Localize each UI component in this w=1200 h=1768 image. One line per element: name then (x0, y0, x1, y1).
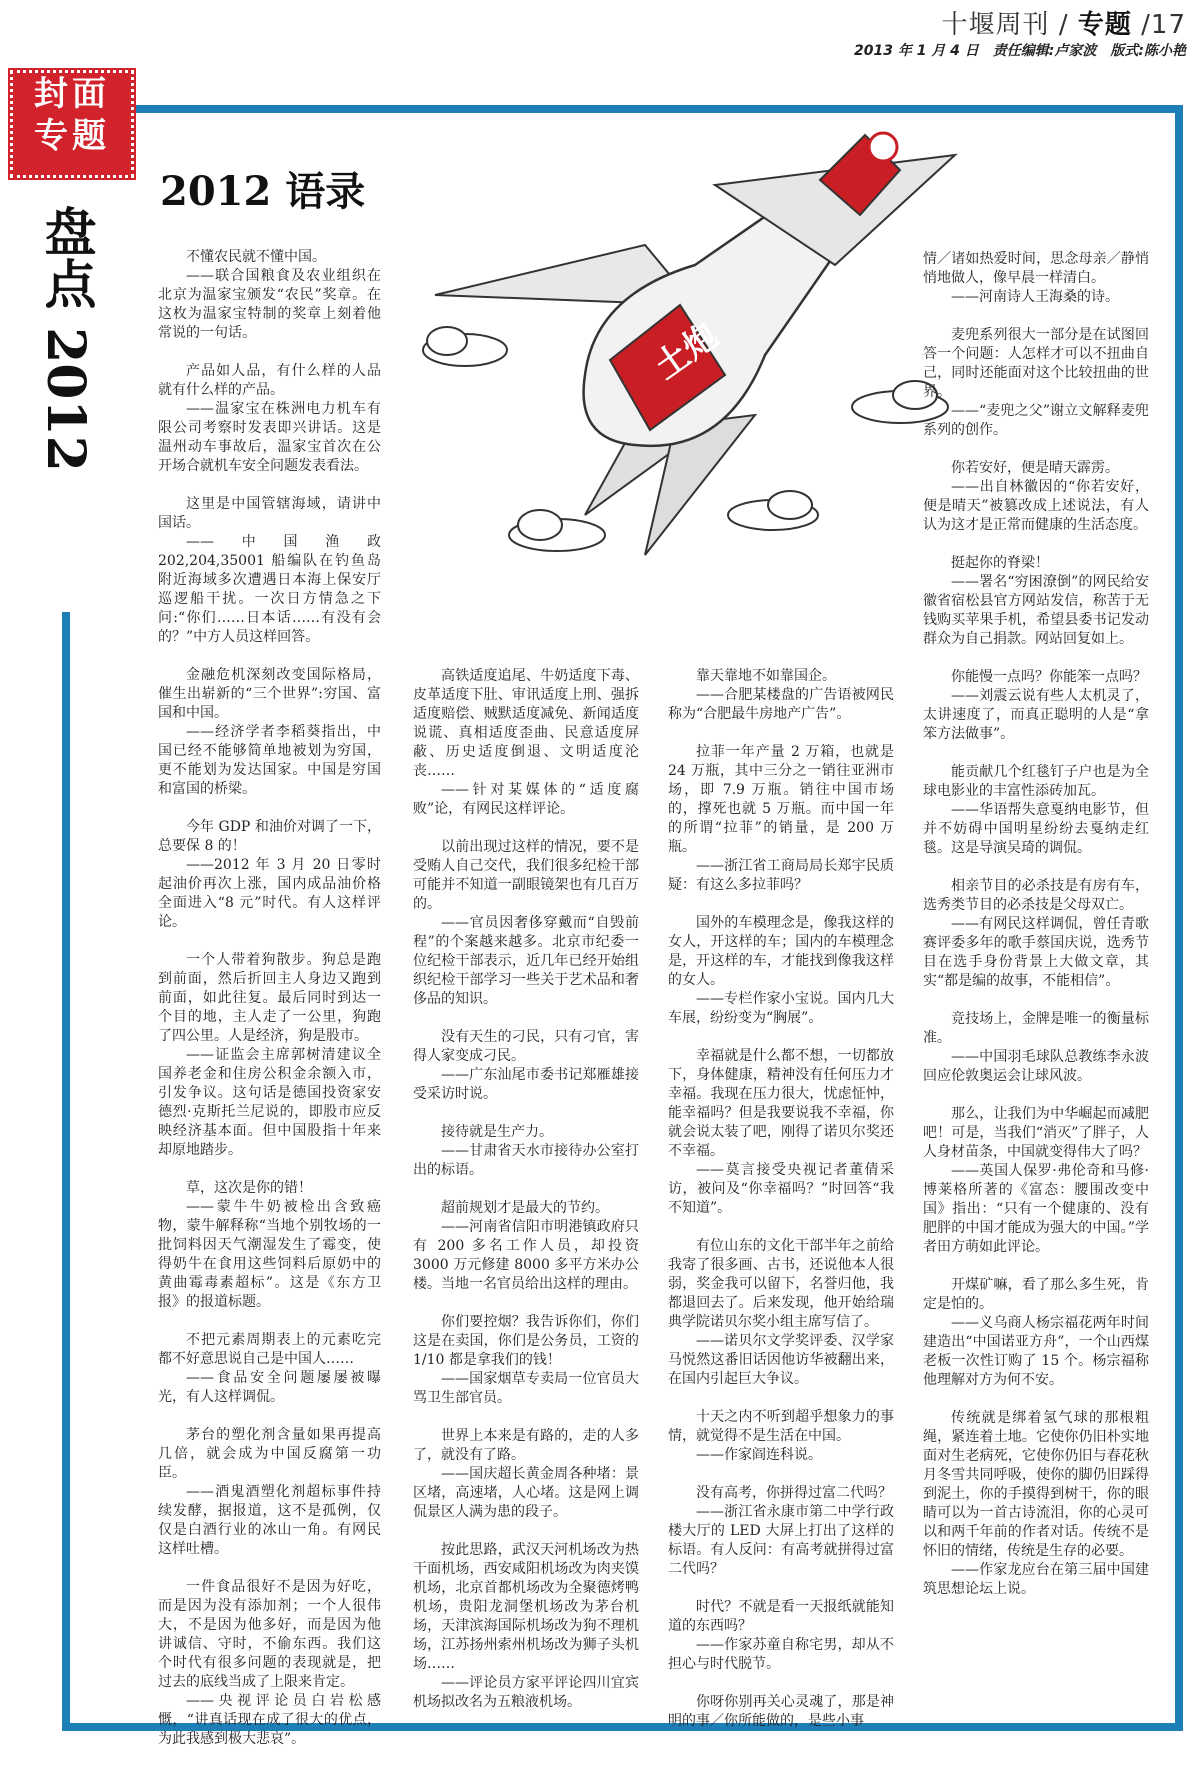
quote-block (158, 1426, 381, 1559)
quote-block (413, 667, 639, 819)
quote-text: 幸福就是什么都不想，一切都放下，身体健康，精神没有任何压力才幸福。我现在压力很大，忧虑怔忡，能幸福吗？但是我要说我不幸福，你就会说太装了吧，刚得了诺贝尔奖还不幸福。 (668, 1048, 894, 1159)
quote-text: 相亲节目的必杀技是有房有车，选秀类节目的必杀技是父母双亡。 (923, 878, 1149, 913)
quote-source: ——2012 年 3 月 20 日零时起油价再次上涨，国内成品油价格全面进入“8 元”时代。有人这样评论。 (158, 857, 381, 930)
quote-text: 一个人带着狗散步。狗总是跑到前面，然后折回主人身边又跑到前面，如此往复。最后同时到达一个目的地，主人走了一公里，狗跑了四公里。人是经济，狗是股市。 (158, 952, 381, 1044)
quote-source: ——温家宝在株洲电力机车有限公司考察时发表即兴讲话。这是温州动车事故后，温家宝首次在公开场合就机车安全问题发表看法。 (158, 401, 381, 474)
text-column-1 (158, 248, 381, 1768)
quote-source: ——经济学者李稻葵指出，中国已经不能够简单地被划为穷国，更不能划为发达国家。中国是穷国和富国的桥梁。 (158, 724, 381, 797)
quote-text: 没有天生的刁民，只有刁官，害得人家变成刁民。 (413, 1029, 639, 1064)
quote-source: ——针对某媒体的“适度腐败”论，有网民这样评论。 (413, 782, 639, 817)
quote-source: ——署名“穷困潦倒”的网民给安徽省宿松县官方网站发信，称苦于无钱购买苹果手机，希望县委书记发动群众为自己捐款。网站回复如上。 (923, 574, 1149, 647)
quote-source: ——中国羽毛球队总教练李永波回应伦敦奥运会让球风波。 (923, 1049, 1149, 1084)
quote-source: ——评论员方家平评论四川宜宾机场拟改名为五粮液机场。 (413, 1675, 639, 1710)
quote-block (668, 1047, 894, 1218)
quote-text: 传统就是绑着氢气球的那根粗绳，紧连着土地。它使你仍旧朴实地面对生老病死，它使你仍旧与春花秋月冬雪共同呼吸，使你的脚仍旧踩得到泥土，你的手摸得到树干，你的眼睛可以为一首古诗流泪，你的心灵可以和两千年前的作者对话。传统不是怀旧的情绪，传统是生存的必要。 (923, 1410, 1149, 1559)
quote-text: 靠天靠地不如靠国企。 (696, 668, 836, 684)
quote-source: ——莫言接受央视记者董倩采访，被问及“你幸福吗？”时回答“我不知道”。 (668, 1162, 894, 1216)
quote-source: ——出自林徽因的“你若安好，便是晴天”被篡改成上述说法，有人认为这才是正常而健康的生活态度。 (923, 479, 1149, 533)
quote-source: ——国家烟草专卖局一位官员大骂卫生部官员。 (413, 1371, 639, 1406)
quote-source: ——合肥某楼盘的广告语被网民称为“合肥最牛房地产广告”。 (668, 687, 894, 722)
quote-block (413, 1541, 639, 1712)
quote-text: 高铁适度追尾、牛奶适度下毒、皮革适度下肚、审讯适度上刑、强拆适度赔偿、贼默适度减免、新闻适度说谎、真相适度歪曲、民意适度屏蔽、历史适度倒退、文明适度沦丧…… (413, 668, 639, 779)
quote-source: ——英国人保罗·弗伦奇和马修·博莱格所著的《富态：腰围改变中国》指出：“只有一个健康的、没有肥胖的中国才能成为强大的中国。”学者田方萌如此评论。 (923, 1163, 1149, 1255)
quote-text: 今年 GDP 和油价对调了一下，总要保 8 的！ (158, 819, 381, 854)
quote-block (923, 668, 1149, 744)
quote-block (668, 1693, 894, 1731)
quote-source: ——“麦兜之父”谢立文解释麦兜系列的创作。 (923, 403, 1149, 438)
article-title: 2012 语录 (160, 168, 366, 215)
quote-block (923, 459, 1149, 535)
quote-text: 不把元素周期表上的元素吃完都不好意思说自己是中国人…… (158, 1332, 381, 1367)
quote-text: 你能慢一点吗？你能笨一点吗？ (951, 669, 1147, 685)
quote-text: 开煤矿嘛，看了那么多生死，肯定是怕的。 (923, 1277, 1149, 1312)
quote-block (158, 362, 381, 476)
quote-block (158, 1179, 381, 1312)
quote-block (668, 1484, 894, 1579)
quote-text: 情／诸如热爱时间，思念母亲／静悄悄地做人，像早晨一样清白。 (923, 251, 1149, 286)
quote-block (158, 818, 381, 932)
quote-source: ——作家阎连科说。 (696, 1447, 822, 1463)
section-badge (10, 70, 134, 178)
quote-source: ——华语帮失意戛纳电影节，但并不妨碍中国明星纷纷去戛纳走红毯。这是导演吴琦的调侃。 (923, 802, 1149, 856)
quote-text: 超前规划才是最大的节约。 (441, 1200, 609, 1216)
text-column-2 (413, 667, 639, 1731)
quote-source: ——刘震云说有些人太机灵了，太讲速度了，而真正聪明的人是“拿笨方法做事”。 (923, 688, 1149, 742)
quote-text: 金融危机深刻改变国际格局，催生出崭新的“三个世界”:穷国、富国和中国。 (158, 667, 381, 721)
cloud-icon (423, 327, 507, 366)
badge-line: 专题 (34, 116, 110, 156)
quote-text: 接待就是生产力。 (441, 1124, 553, 1140)
quote-source: ——浙江省永康市第二中学行政楼大厅的 LED 大屏上打出了这样的标语。有人反问：有高考就拼得过富二代吗？ (668, 1504, 894, 1577)
quote-block (668, 1598, 894, 1674)
quote-source: ——浙江省工商局局长郑宇民质疑：有这么多拉菲吗？ (668, 858, 894, 893)
masthead-section: 专题 (1077, 10, 1132, 40)
quote-block (923, 326, 1149, 440)
quote-source: ——河南省信阳市明港镇政府只有 200 多名工作人员，却投资 3000 万元修建 8000 多平方米办公楼。当地一名官员给出这样的理由。 (413, 1219, 639, 1292)
quote-block (413, 1199, 639, 1294)
text-column-3 (668, 667, 894, 1750)
quote-source: ——央视评论员白岩松感慨，“讲真话现在成了很大的优点，为此我感到极大悲哀”。 (158, 1693, 381, 1747)
quote-block (668, 743, 894, 895)
quote-block (158, 248, 381, 343)
cloud-icon (728, 491, 818, 530)
quote-source: ——国庆超长黄金周各种堵：景区堵，高速堵，人心堵。这是网上调侃景区人满为患的段子。 (413, 1466, 639, 1520)
quote-source: ——作家龙应台在第三届中国建筑思想论坛上说。 (923, 1562, 1149, 1597)
quote-source: ——联合国粮食及农业组织在北京为温家宝颁发“农民”奖章。在这枚为温家宝特制的奖章上刻着他常说的一句话。 (158, 268, 381, 341)
page-number: 17 (1150, 10, 1186, 40)
quote-source: ——广东汕尾市委书记郑雁雄接受采访时说。 (413, 1067, 639, 1102)
masthead (942, 4, 1186, 41)
vertical-title: 盘点 2012 (35, 205, 96, 472)
quote-text: 以前出现过这样的情况，要不是受贿人自己交代，我们很多纪检干部可能并不知道一副眼镜架也有几百万的。 (413, 839, 639, 912)
quote-block (923, 250, 1149, 307)
quote-block (923, 1105, 1149, 1257)
quote-block (413, 1313, 639, 1408)
quote-block (923, 1409, 1149, 1599)
quote-block (158, 666, 381, 799)
cloud-icon (509, 510, 605, 551)
quote-text: 你们要控烟？我告诉你们，你们这是在卖国，你们是公务员，工资的 1/10 都是拿我们的钱！ (413, 1314, 639, 1368)
quote-block (158, 1578, 381, 1749)
frame-right-border (1175, 105, 1183, 1725)
quote-block (668, 667, 894, 724)
quote-text: 一件食品很好不是因为好吃，而是因为没有添加剂；一个人很伟大，不是因为他多好，而是因为他讲诚信、守时，不偷东西。我们这个时代有很多问题的表现就是，把过去的底线当成了上限来肯定。 (158, 1579, 381, 1690)
text-column-4 (923, 250, 1149, 1618)
quote-block (413, 1028, 639, 1104)
quote-block (668, 914, 894, 1028)
quote-text: 草，这次是你的错！ (186, 1180, 312, 1196)
quote-source: ——河南诗人王海桑的诗。 (951, 289, 1119, 305)
quote-text: 你呀你别再关心灵魂了，那是神明的事／你所能做的，是些小事 (668, 1694, 894, 1729)
badge-line: 封面 (34, 74, 110, 114)
quote-text: 十天之内不听到超乎想象力的事情，就觉得不是生活在中国。 (668, 1409, 894, 1444)
quote-source: ——官员因奢侈穿戴而“自毁前程”的个案越来越多。北京市纪委一位纪检干部表示，近几年已经开始组织纪检干部学习一些关于艺术品和奢侈品的知识。 (413, 915, 639, 1007)
bottle-plane-illustration (395, 95, 975, 575)
quote-text: 能贡献几个红毯钉子户也是为全球电影业的丰富性添砖加瓦。 (923, 764, 1149, 799)
quote-source: ——中国渔政 202,204,35001 船编队在钓鱼岛附近海域多次遭遇日本海上保安厅巡逻船干扰。一次日方情急之下问:“你们……日本话……有没有会的？”中方人员这样回答。 (158, 534, 381, 645)
quote-text: 麦兜系列很大一部分是在试图回答一个问题：人怎样才可以不扭曲自己，同时还能面对这个比较扭曲的世界。 (923, 327, 1149, 400)
quote-block (158, 495, 381, 647)
quote-block (158, 951, 381, 1160)
quote-source: ——义乌商人杨宗福花两年时间建造出“中国诺亚方舟”，一个山西煤老板一次性订购了 15 个。杨宗福称他理解对方为何不安。 (923, 1315, 1149, 1388)
quote-block (923, 1276, 1149, 1390)
quote-text: 拉菲一年产量 2 万箱，也就是 24 万瓶，其中三分之一销往亚洲市场，即 7.9 万瓶。销往中国市场的，撑死也就 5 万瓶。而中国一年的所谓“拉菲”的销量，是 200 万瓶。 (668, 744, 894, 855)
quote-source: ——甘肃省天水市接待办公室打出的标语。 (413, 1143, 639, 1178)
quote-text: 有位山东的文化干部半年之前给我寄了很多画、古书，还说他本人很弱，奖金我可以留下，名誉归他，我都退回去了。后来发现，他开始给瑞典学院诺贝尔奖小组主席写信了。 (668, 1238, 894, 1330)
quote-text: 时代？不就是看一天报纸就能知道的东西吗？ (668, 1599, 894, 1634)
cap-emblem-icon (869, 133, 897, 161)
quote-block (413, 1123, 639, 1180)
quote-block (923, 877, 1149, 991)
quote-block (413, 1427, 639, 1522)
quote-text: 茅台的塑化剂含量如果再提高几倍，就会成为中国反腐第一功臣。 (158, 1427, 381, 1481)
quote-source: ——有网民这样调侃，曾任青歌赛评委多年的歌手蔡国庆说，选秀节目在选手身份背景上大做文章，其实“都是编的故事，不能相信”。 (923, 916, 1149, 989)
quote-source: ——证监会主席郭树清建议全国养老金和住房公积金余额入市，引发争议。这句话是德国投资家安德烈·克斯托兰尼说的，即股市应反映经济基本面。但中国股指十年来却原地踏步。 (158, 1047, 381, 1158)
quote-source: ——食品安全问题屡屡被曝光，有人这样调侃。 (158, 1370, 381, 1405)
label-text: 土炮 (647, 315, 726, 388)
quote-text: 那么，让我们为中华崛起而减肥吧！可是，当我们“消灭”了胖子，人人身材苗条，中国就变得伟大了吗？ (923, 1106, 1149, 1160)
quote-block (668, 1408, 894, 1465)
quote-text: 世界上本来是有路的，走的人多了，就没有了路。 (413, 1428, 639, 1463)
quote-text: 国外的车模理念是，像我这样的女人，开这样的车；国内的车模理念是，开这样的车，才能找到像我这样的女人。 (668, 915, 894, 988)
quote-source: ——诺贝尔文学奖评委、汉学家马悦然这番旧话因他访华被翻出来，在国内引起巨大争议。 (668, 1333, 894, 1387)
quote-source: ——蒙牛牛奶被检出含致癌物，蒙牛解释称“当地个别牧场的一批饲料因天气潮湿发生了霉变，使得奶牛在食用这些饲料后原奶中的黄曲霉毒素超标”。这是《东方卫报》的报道标题。 (158, 1199, 381, 1310)
masthead-slash: / (1058, 10, 1069, 40)
masthead-slash: / (1141, 10, 1151, 40)
quote-text: 产品如人品，有什么样的人品就有什么样的产品。 (158, 363, 381, 398)
frame-left-border (62, 612, 70, 1731)
quote-block (158, 1331, 381, 1407)
quote-text: 不懂农民就不懂中国。 (186, 249, 326, 265)
quote-source: ——酒鬼酒塑化剂超标事件持续发酵，据报道，这不是孤例，仅仅是白酒行业的冰山一角。有网民这样吐槽。 (158, 1484, 381, 1557)
quote-block (413, 838, 639, 1009)
quote-text: 竞技场上，金牌是唯一的衡量标准。 (923, 1011, 1149, 1046)
quote-text: 按此思路，武汉天河机场改为热干面机场，西安咸阳机场改为肉夹馍机场，北京首都机场改为全聚德烤鸭机场，贵阳龙洞堡机场改为茅台机场，天津滨海国际机场改为狗不理机场，江苏扬州索州机场改为狮子头机场…… (413, 1542, 639, 1672)
quote-block (923, 554, 1149, 649)
quote-block (923, 763, 1149, 858)
masthead-subline: 2013 年 1 月 4 日 责任编辑:卢家波 版式:陈小艳 (853, 43, 1186, 59)
quote-block (668, 1237, 894, 1389)
quote-source: ——作家苏童自称宅男，却从不担心与时代脱节。 (668, 1637, 894, 1672)
quote-text: 你若安好，便是晴天霹雳。 (951, 460, 1119, 476)
masthead-name: 十堰周刊 (941, 10, 1050, 40)
quote-text: 挺起你的脊梁！ (951, 555, 1049, 571)
quote-block (923, 1010, 1149, 1086)
quote-text: 没有高考，你拼得过富二代吗？ (696, 1485, 892, 1501)
quote-source: ——专栏作家小宝说。国内几大车展，纷纷变为“胸展”。 (668, 991, 894, 1026)
quote-text: 这里是中国管辖海域，请讲中国话。 (158, 496, 381, 531)
